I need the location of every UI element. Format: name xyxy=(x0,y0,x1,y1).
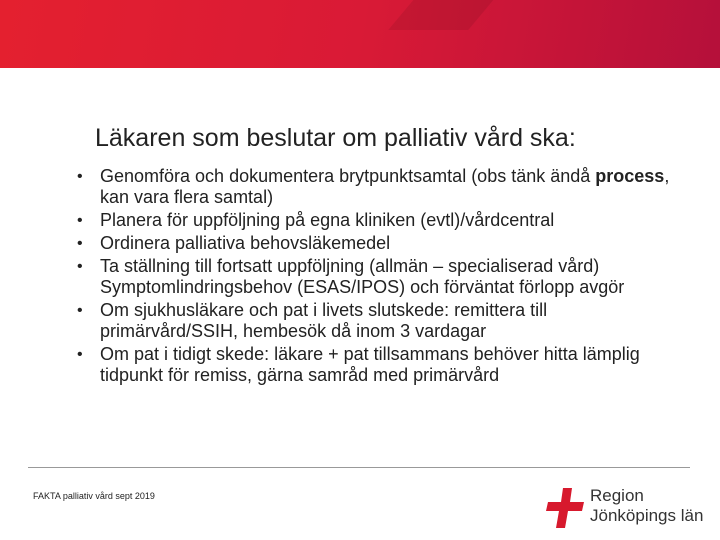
logo-line-1: Region xyxy=(590,486,644,505)
region-logo xyxy=(546,480,706,530)
bullet-item: • Om sjukhusläkare och pat i livets slutskede: remittera till primärvård/SSIH, hembesök då inom 3 vardagar xyxy=(77,300,548,341)
bullet-dot: • xyxy=(77,168,83,185)
bullet-dot: • xyxy=(77,346,83,363)
slide-title: Läkaren som beslutar om palliativ vård ska: xyxy=(95,124,576,152)
bullet-list xyxy=(70,166,670,388)
footer-text: FAKTA palliativ vård sept 2019 xyxy=(33,491,155,501)
bullet-item: • Genomföra och dokumentera brytpunktsamtal (obs tänk ändå process, kan vara flera samtal) xyxy=(77,166,670,207)
bullet-item: • Ta ställning till fortsatt uppföljning (allmän – specialiserad vård) Symptomlindringsbehov (ESAS/IPOS) och förväntat förlopp avgör xyxy=(77,256,625,297)
bullet-dot: • xyxy=(77,212,83,229)
bullet-item: • Planera för uppföljning på egna kliniken (evtl)/vårdcentral xyxy=(77,210,555,230)
bullet-dot: • xyxy=(77,258,83,275)
bullet-dot: • xyxy=(77,302,83,319)
logo-line-2: Jönköpings län xyxy=(590,506,704,525)
footer-divider xyxy=(28,467,690,468)
bullet-item: • Ordinera palliativa behovsläkemedel xyxy=(77,233,391,253)
region-cross-icon xyxy=(546,486,586,530)
bullet-item: • Om pat i tidigt skede: läkare + pat tillsammans behöver hitta lämplig tidpunkt för remiss, gärna samråd med primärvård xyxy=(77,344,640,385)
bullet-dot: • xyxy=(77,235,83,252)
top-banner xyxy=(0,0,720,68)
